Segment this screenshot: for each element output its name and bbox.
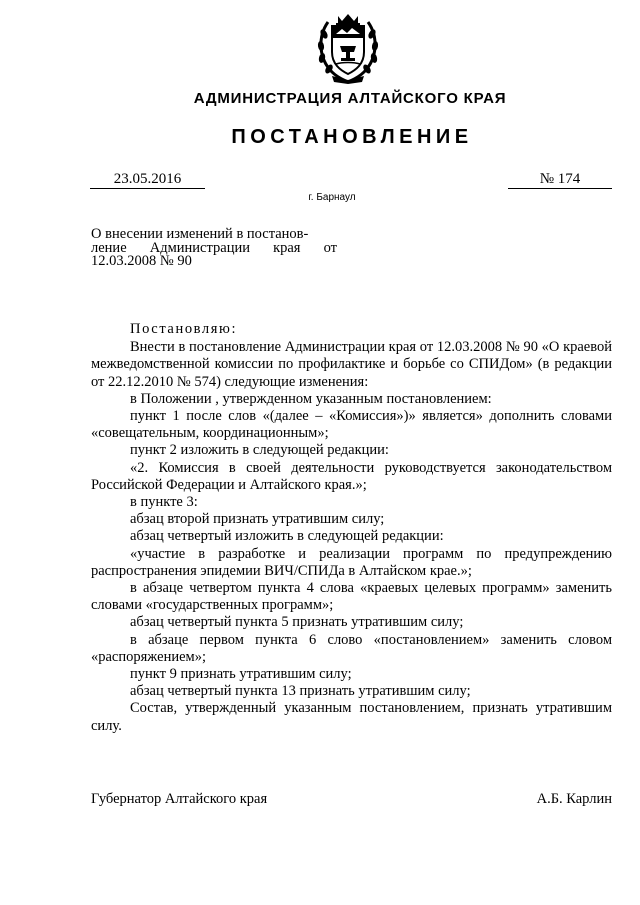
body-paragraph: абзац второй признать утратившим силу; xyxy=(130,511,385,528)
body-paragraph: в пункте 3: xyxy=(130,494,198,511)
subject-line-3: 12.03.2008 № 90 xyxy=(91,253,192,269)
body-paragraph: «участие в разработке и реализации программ по предупреждению распространения эпидемии ВИЧ/СПИДа в Алтайском крае.»; xyxy=(91,545,612,579)
altai-krai-coat-of-arms-icon xyxy=(314,12,382,84)
document-number: № 174 xyxy=(508,171,612,189)
subject-line-1: О внесении изменений в постанов- xyxy=(91,226,309,242)
body-paragraph: пункт 2 изложить в следующей редакции: xyxy=(130,442,389,459)
document-date: 23.05.2016 xyxy=(90,171,205,189)
signature-block xyxy=(91,791,612,808)
subject-word: края xyxy=(273,239,301,256)
document-body xyxy=(91,321,612,735)
body-paragraph: «2. Комиссия в своей деятельности руководствуется законодательством Российской Федерации и Алтайского края.»; xyxy=(91,459,612,493)
subject-word: от xyxy=(323,239,337,256)
document-type: ПОСТАНОВЛЕНИЕ xyxy=(231,126,473,148)
body-paragraph: Состав, утвержденный указанным постановлением, признать утратившим силу. xyxy=(91,700,612,734)
body-paragraph: в абзаце первом пункта 6 слово «постановлением» заменить словом «распоряжением»; xyxy=(91,631,612,665)
body-paragraph: пункт 9 признать утратившим силу; xyxy=(130,666,352,683)
subject-word: Администрации xyxy=(149,239,250,256)
body-paragraph: Внести в постановление Администрации края от 12.03.2008 № 90 «О краевой межведомственной комиссии по профилактике и борьбе со СПИДом» (в редакции от 22.12.2010 № 574) следующие изменения: xyxy=(91,339,612,390)
document-city: г. Барнаул xyxy=(308,192,356,203)
resolve-heading: Постановляю: xyxy=(130,321,238,337)
organization-name: АДМИНИСТРАЦИЯ АЛТАЙСКОГО КРАЯ xyxy=(193,90,507,107)
subject-word: ление xyxy=(91,239,127,256)
body-paragraph: абзац четвертый изложить в следующей редакции: xyxy=(130,528,444,545)
signatory-name: А.Б. Карлин xyxy=(536,791,612,807)
body-paragraph: абзац четвертый пункта 5 признать утратившим силу; xyxy=(130,614,464,631)
body-paragraph: пункт 1 после слов «(далее – «Комиссия»)» является» дополнить словами «совещательным, координационным»; xyxy=(91,408,612,442)
body-paragraph: в Положении , утвержденном указанным постановлением: xyxy=(130,390,492,407)
body-paragraph: абзац четвертый пункта 13 признать утратившим силу; xyxy=(130,683,471,700)
document-subject xyxy=(91,228,337,269)
body-paragraph: в абзаце четвертом пункта 4 слова «краевых целевых программ» заменить словами «государственных программ»; xyxy=(91,580,612,614)
signatory-position: Губернатор Алтайского края xyxy=(91,791,268,807)
